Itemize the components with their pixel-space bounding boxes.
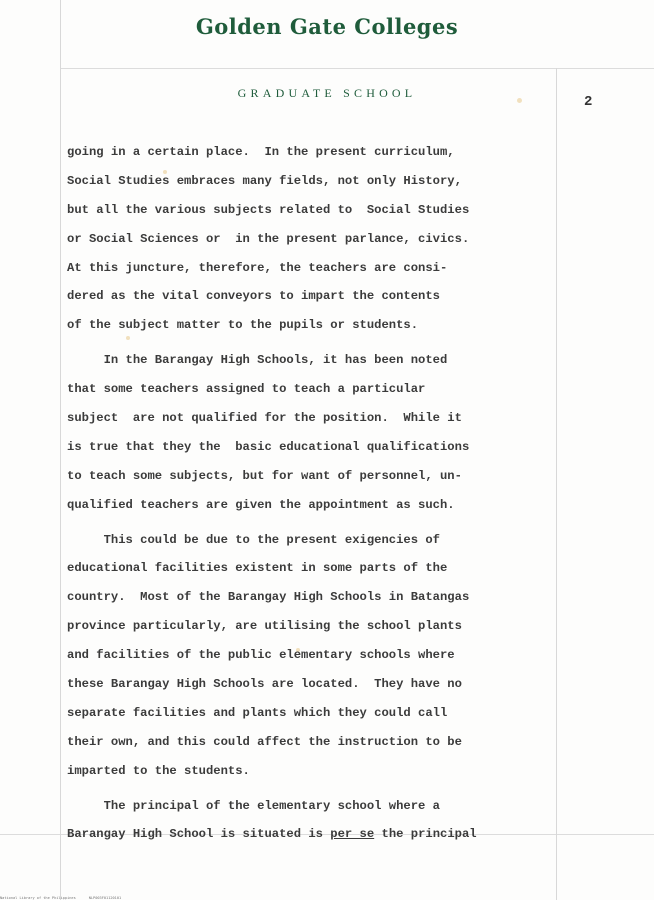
text-line: qualified teachers are given the appointment as such. — [67, 497, 455, 512]
text-line: their own, and this could affect the instruction to be — [67, 734, 462, 749]
text-line: Social Studies embraces many fields, not only History, — [67, 173, 462, 188]
text-line: province particularly, are utilising the school plants — [67, 619, 462, 634]
text-line: of the subject matter to the pupils or students. — [67, 318, 419, 333]
paragraph — [67, 138, 567, 340]
footer-source: National Library of the Philippines — [0, 896, 76, 900]
text-line: to teach some subjects, but for want of personnel, un- — [67, 468, 462, 483]
document-body — [67, 138, 567, 849]
text-line: In the Barangay High Schools, it has been noted — [67, 353, 448, 368]
text-span: the principal — [374, 827, 477, 842]
scan-footer — [0, 896, 121, 900]
text-line: educational facilities existent in some parts of the — [67, 561, 448, 576]
footer-id: NLP003F01120101 — [88, 896, 122, 900]
text-line: and facilities of the public elementary schools where — [67, 648, 455, 663]
text-line: these Barangay High Schools are located. They have no — [67, 677, 462, 692]
text-line: dered as the vital conveyors to impart the contents — [67, 289, 440, 304]
underlined-phrase: per se — [330, 827, 375, 842]
text-line: separate facilities and plants which they could call — [67, 705, 448, 720]
paragraph — [67, 526, 567, 786]
text-line: but all the various subjects related to Social Studies — [67, 202, 470, 217]
text-line: going in a certain place. In the present curriculum, — [67, 145, 455, 159]
text-line: is true that they the basic educational qualifications — [67, 439, 470, 454]
rule-line — [60, 68, 654, 69]
text-span: Barangay High School is situated is — [67, 827, 331, 842]
text-line: subject are not qualified for the position. While it — [67, 411, 462, 426]
text-line: country. Most of the Barangay High Schools in Batangas — [67, 590, 470, 605]
paragraph — [67, 346, 567, 519]
text-line: The principal of the elementary school where a — [67, 798, 440, 813]
page-number: 2 — [584, 94, 593, 110]
paragraph — [67, 792, 567, 850]
text-line — [67, 820, 567, 849]
text-line: At this juncture, therefore, the teachers are consi- — [67, 260, 448, 275]
text-line: imparted to the students. — [67, 763, 250, 778]
text-line: or Social Sciences or in the present parlance, civics. — [67, 231, 470, 246]
letterhead-title: Golden Gate Colleges — [195, 14, 459, 39]
margin-line — [60, 0, 61, 900]
text-line: This could be due to the present exigencies of — [67, 532, 440, 547]
text-line: that some teachers assigned to teach a particular — [67, 382, 426, 397]
letterhead-division: GRADUATE SCHOOL — [237, 86, 417, 100]
